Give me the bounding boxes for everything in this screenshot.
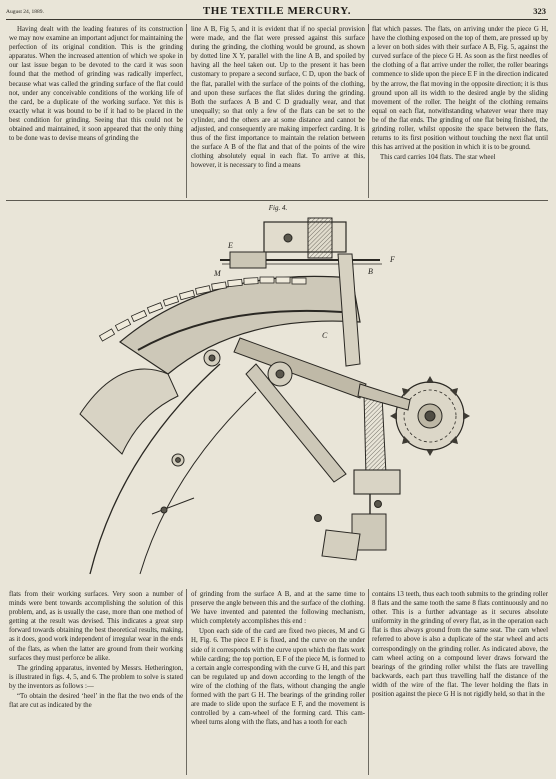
page-number: 323 (533, 6, 546, 16)
slider-piece (230, 252, 266, 268)
bend-arc-lower-2 (140, 392, 256, 574)
column-divider (368, 24, 369, 198)
paragraph: The grinding apparatus, invented by Messrs. Hetherington, is illustrated in figs. 4, 5, and 6. The problem to solve is stated by the inventors as follows :— (9, 664, 183, 690)
upper-bracket (264, 222, 346, 252)
paragraph: flats from their working surfaces. Very soon a number of minds were bent towards accomplishing the solution of this problem, and, as is usually the case, more than one method of getting at the result was devised. This indicates a great step forward towards obtaining the best theoretical results, making, as it does, good work independent of irregular wear in the ends of the flats, as when the latter are ground from their working surfaces they must perforce be alike. (9, 591, 183, 662)
column-top-middle (191, 25, 365, 197)
cylinder-arc-frame (120, 276, 360, 374)
paragraph: contains 13 teeth, thus each tooth submits to the grinding roller 8 flats and the same tooth the same 8 flats continuously and no other. This is a further advantage as it secures absolute uniformity in the grinding of every flat, as in the operation each flat is thus always ground from the same seat. The cam wheel referred to above is also a duplicate of the star wheel and acts correspondingly on the grinding roller. As indicated above, the cam wheel acting on a compound lever draws forward the bearings of the grinding roller whilst the flats are travelling backwards, each part thus travelling half the distance of the width of the wire of the flat. The lever holding the flats in position against the piece G H is not rigidly held, so that in the (372, 591, 548, 699)
figure-label-m: M (214, 269, 221, 278)
figure-label-b: B (368, 267, 373, 276)
column-bottom-middle (191, 590, 365, 775)
bolt (161, 507, 167, 513)
paragraph: line A B, Fig 5, and it is evident that if no special provision were made, and the flat were pressed against this surface during the grinding, the clothing would be ground, as shown by dotted line X Y, parallel with the line A B, and spoiled by having all the heel taken out. Up to the present it has been customary to prepare a second surface, C D, upon the back of the flat, parallel with the surface of the points of the clothing, and upon these surfaces the flat slides during the grinding. Both the surfaces A B and C D gradually wear, and that unequally; so that only a few of the flats can be set to the cylinder, and the others are at some distance and cannot be adjusted, and consequently are making imperfect carding. It is thus of the first importance to maintain the relation between the surface A B of the flat and that of the points of the wire clothing absolutely equal in each flat. To arrive at this, however, it is necessary to find a means (191, 26, 365, 170)
column-top-left (9, 25, 183, 197)
column-divider (368, 589, 369, 775)
paragraph: “To obtain the desired ‘heel’ in the flat the two ends of the flat are cut as indicated by the (9, 693, 183, 710)
lower-block (354, 470, 400, 494)
grinding-roller (268, 362, 292, 386)
paragraph: This card carries 104 flats. The star wheel (380, 154, 496, 162)
link-hatched (364, 394, 386, 476)
figure-top-rule (6, 200, 548, 201)
issue-date: August 24, 1889. (6, 9, 44, 15)
column-divider (186, 24, 187, 198)
column-divider (186, 589, 187, 775)
column-bottom-left (9, 590, 183, 775)
bracket-plate (308, 218, 332, 258)
cylinder-arc-inner (80, 369, 178, 454)
figure-caption: Fig. 4. (268, 204, 288, 212)
small-roller (172, 454, 184, 466)
bolt (284, 234, 292, 242)
column-bottom-right (372, 590, 548, 775)
figure-label-f: F (390, 255, 395, 264)
figure-label-c: C (322, 331, 328, 340)
header-rule (6, 19, 548, 20)
bolt (375, 501, 382, 508)
running-head (6, 4, 548, 18)
column-top-right (372, 25, 548, 197)
small-roller (204, 350, 220, 366)
bolt (315, 515, 322, 522)
figure-label-e: E (228, 241, 233, 250)
star-wheel (390, 376, 470, 456)
lower-bracket (322, 530, 360, 560)
paragraph: of grinding from the surface A B, and at the same time to preserve the angle between this and the surface of the clothing. We have invented and patented the following mechanism, which completely accomplishes this end : (191, 591, 365, 626)
grinding-apparatus-figure (60, 214, 500, 584)
publication-title: THE TEXTILE MERCURY. (202, 5, 352, 17)
paragraph: flat which passes. The flats, on arriving under the piece G H, have the clothing exposed on the top of them, are pressed up by a lever on both sides with their surface A B, Fig. 5, against the curved surface of the piece G H. As soon as the first needles of the clothing of a flat arrive under the roller, the roller bearings commence to slide upon the piece E F in the direction indicated by the arrow, the flat moving in the opposite direction; it is thus ground upon all its width to the desired angle by the sliding movement of the roller. The height of the clothing remains equal on each flat, notwithstanding whatever wear there may be of the flat ends. The grinding of one flat being finished, the grinding roller, whilst opposite the space between the flats, returns to its first position without touching the next flat until this has arrived at the position in which it is to be ground. (372, 26, 548, 152)
paragraph: Upon each side of the card are fixed two pieces, M and G H, Fig. 6. The piece E F is fixed, and the curve on the under side of it corresponds with the curve upon which the flats work while carding; the top portion, E F of the piece M, is formed to a certain angle corresponding with the curve G H, and this part can be regulated up and down according to the length of the wire of the clothing of the flats, without changing the angle formed with the part G H. The bearings of the grinding roller are made to slide upon the surface E F, and the movement is controlled by a cam-wheel of the forming card. This cam-wheel turns along with the flats, and has a tooth for each (191, 628, 365, 727)
paragraph: Having dealt with the leading features of its construction we may now examine an important adjunct for maintaining the perfection of its original condition. This is the grinding apparatus. When the increased attention of which we spoke in our last issue began to be devoted to the card it was soon found that the method of grinding was radically imperfect, because what was called the grinding surface of the flat could not, under any conceivable conditions of the working life of the card, be a duplicate of the working surface. Yet this is exactly what it was bound to be if it had to be placed in the best condition for grinding. Seeing that this could not be obtained and maintained, it soon appeared that the only thing to be done was to devise means of grinding the (9, 26, 183, 143)
